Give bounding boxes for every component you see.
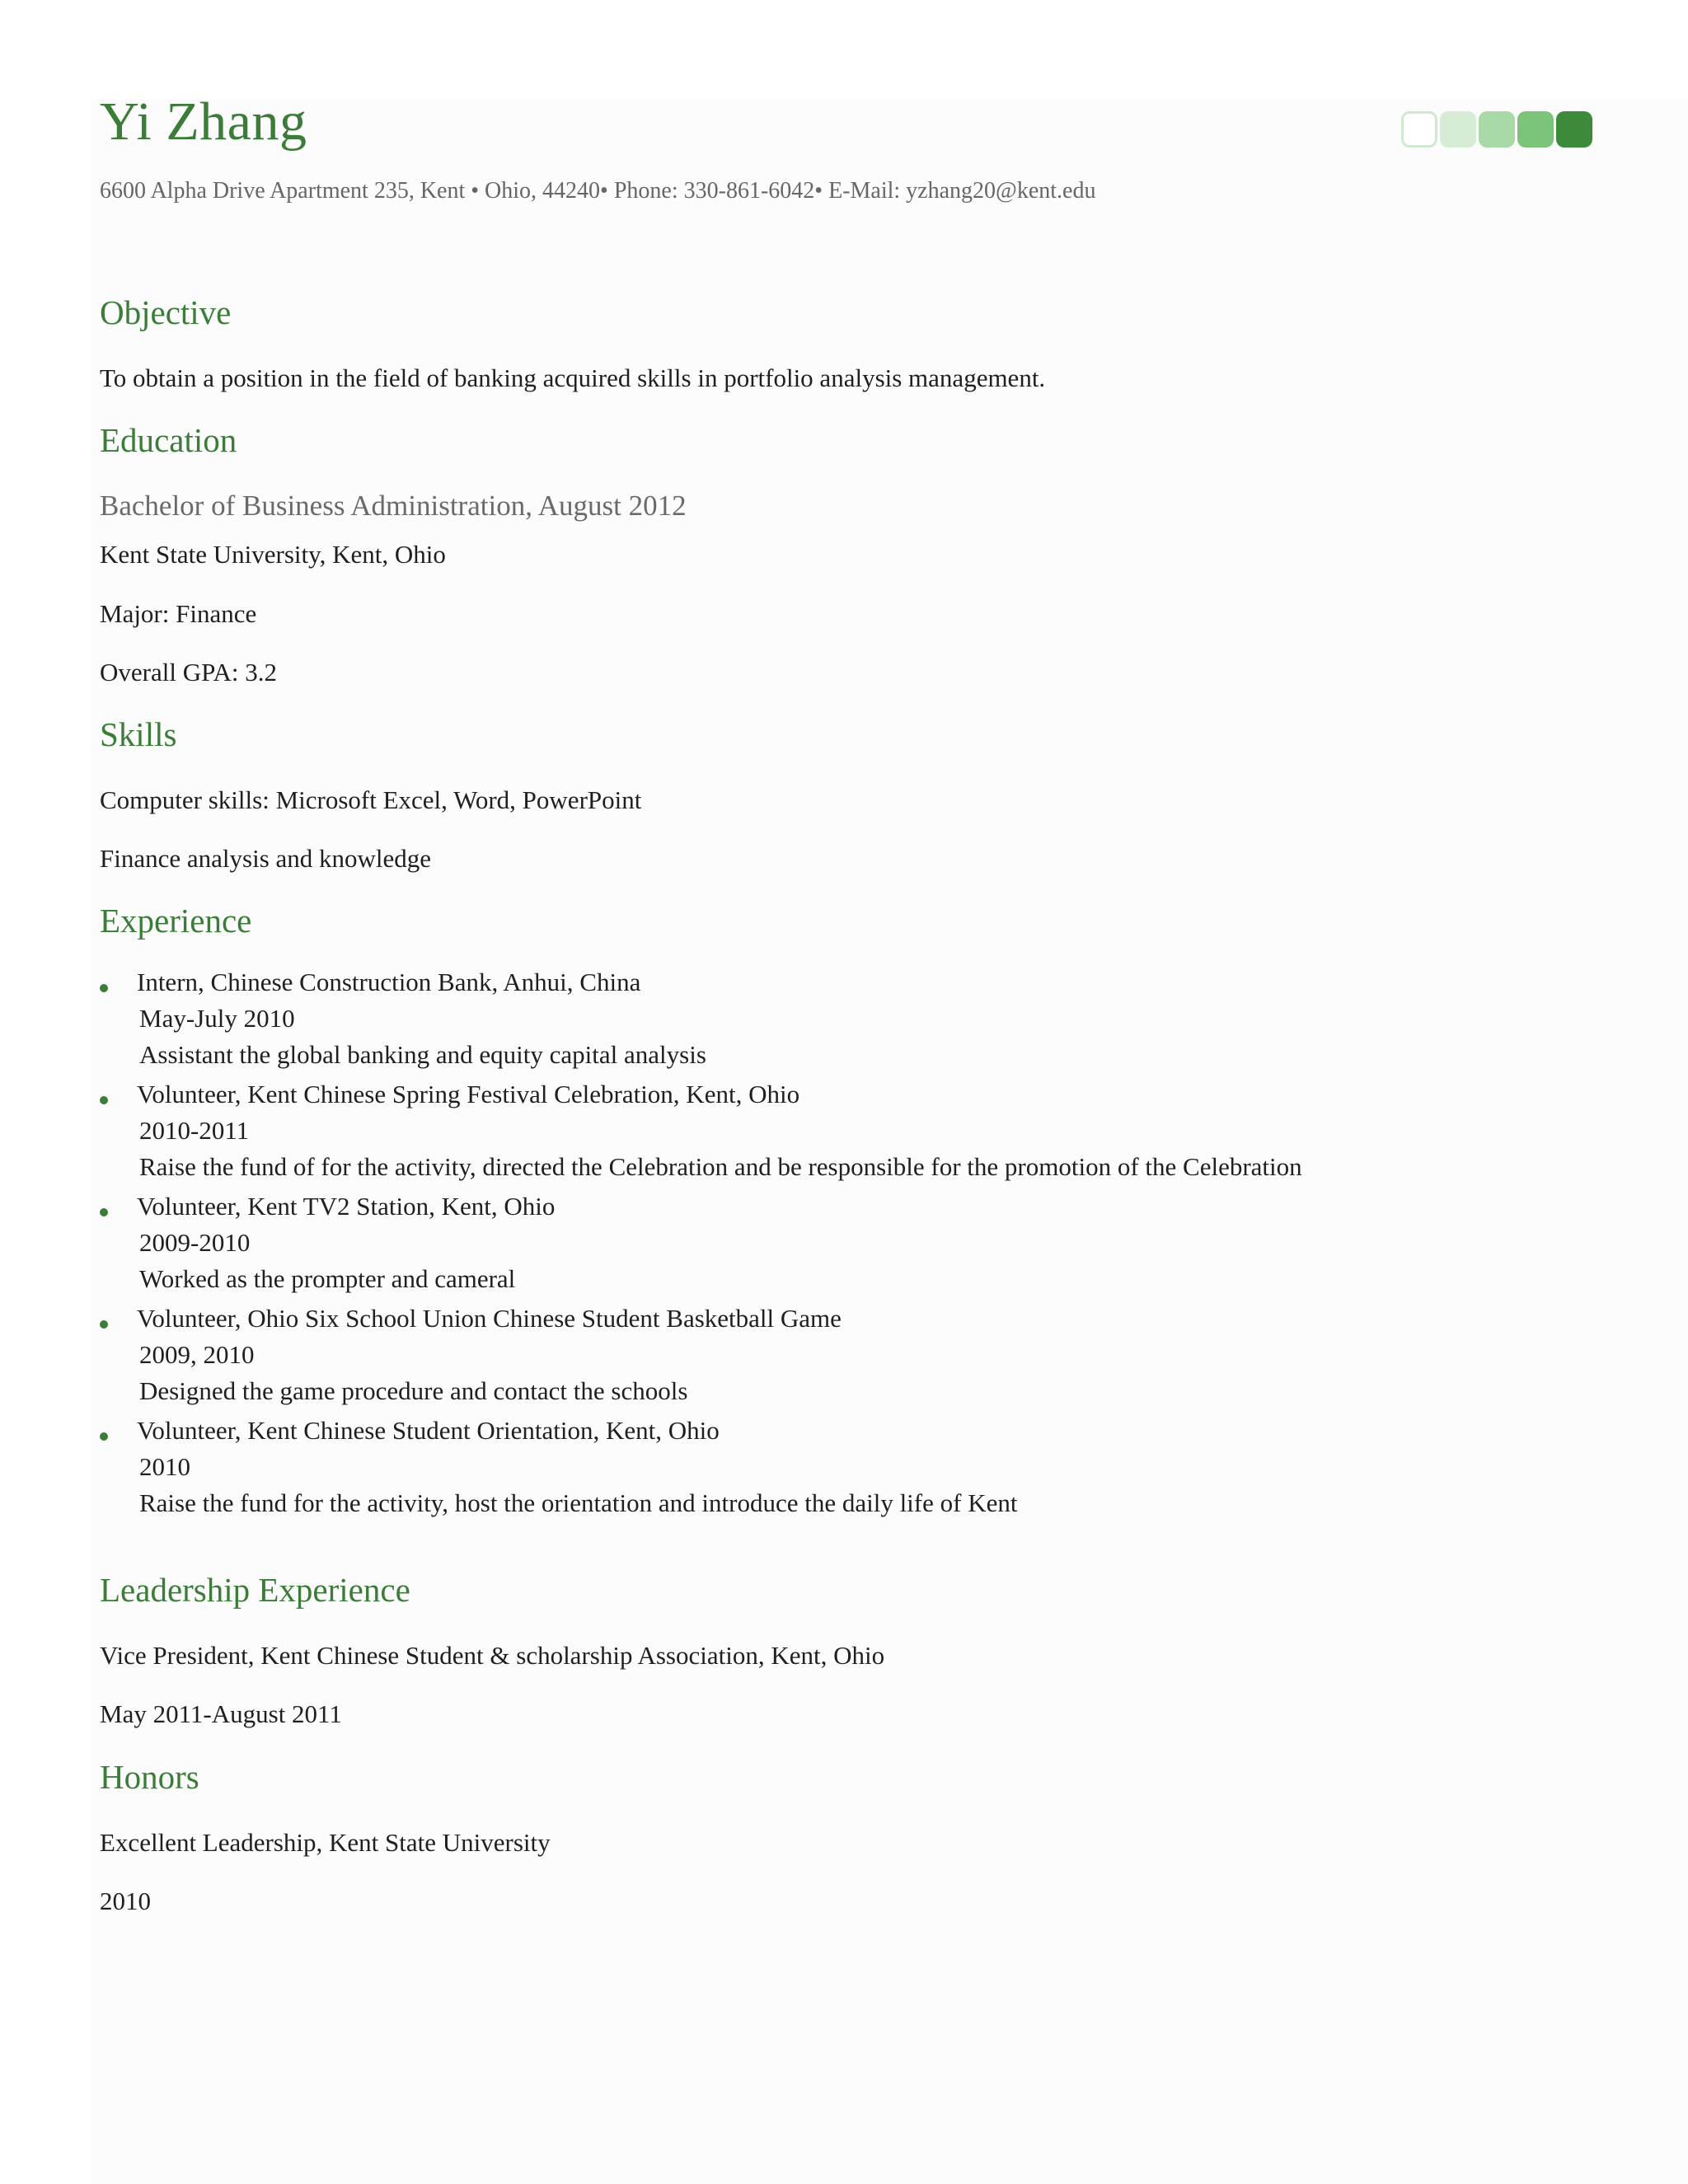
experience-role: Volunteer, Kent Chinese Spring Festival Celebration, Kent, Ohio <box>137 1080 800 1108</box>
leadership-heading: Leadership Experience <box>100 1571 410 1609</box>
experience-role: Volunteer, Ohio Six School Union Chinese Student Basketball Game <box>137 1304 842 1333</box>
contact-line: 6600 Alpha Drive Apartment 235, Kent • Ohio, 44240• Phone: 330-861-6042• E-Mail: yzhang20@kent.edu <box>100 178 1096 204</box>
experience-desc: Designed the game procedure and contact the schools <box>139 1376 688 1405</box>
bullet-icon <box>100 984 108 992</box>
bullet-icon <box>100 1208 108 1216</box>
swatch-dark <box>1556 111 1592 148</box>
honor-year: 2010 <box>100 1886 151 1915</box>
skill-item: Computer skills: Microsoft Excel, Word, PowerPoint <box>100 785 642 814</box>
education-heading: Education <box>100 421 237 459</box>
objective-text: To obtain a position in the field of banking acquired skills in portfolio analysis management. <box>100 363 1046 392</box>
school-name: Kent State University, Kent, Ohio <box>100 540 446 569</box>
objective-heading: Objective <box>100 293 232 331</box>
major: Major: Finance <box>100 599 257 628</box>
experience-desc: Raise the fund for the activity, host the orientation and introduce the daily life of Kent <box>139 1488 1018 1517</box>
bullet-icon <box>100 1320 108 1329</box>
experience-desc: Raise the fund of for the activity, directed the Celebration and be responsible for the promotion of the Celebration <box>139 1152 1302 1181</box>
experience-role: Volunteer, Kent Chinese Student Orientation, Kent, Ohio <box>137 1416 720 1445</box>
bullet-icon <box>100 1432 108 1441</box>
honor-award: Excellent Leadership, Kent State University <box>100 1828 551 1857</box>
experience-desc: Assistant the global banking and equity capital analysis <box>139 1040 706 1069</box>
swatch-medium <box>1517 111 1554 148</box>
swatch-outline <box>1401 111 1437 148</box>
experience-role: Intern, Chinese Construction Bank, Anhui, China <box>137 968 641 996</box>
gpa: Overall GPA: 3.2 <box>100 658 277 687</box>
experience-dates: 2010 <box>139 1452 190 1481</box>
degree-title: Bachelor of Business Administration, August 2012 <box>100 490 687 522</box>
experience-dates: May-July 2010 <box>139 1004 295 1033</box>
honors-heading: Honors <box>100 1758 199 1796</box>
color-swatch-decoration <box>1401 111 1595 149</box>
bullet-icon <box>100 1096 108 1104</box>
swatch-medium-light <box>1479 111 1515 148</box>
skill-item: Finance analysis and knowledge <box>100 844 432 873</box>
experience-dates: 2009-2010 <box>139 1228 251 1257</box>
experience-dates: 2009, 2010 <box>139 1340 255 1369</box>
experience-dates: 2010-2011 <box>139 1116 250 1145</box>
experience-desc: Worked as the prompter and cameral <box>139 1264 516 1293</box>
resume-name: Yi Zhang <box>100 91 307 152</box>
experience-heading: Experience <box>100 902 252 940</box>
leadership-dates: May 2011-August 2011 <box>100 1699 342 1728</box>
leadership-role: Vice President, Kent Chinese Student & scholarship Association, Kent, Ohio <box>100 1641 885 1670</box>
experience-role: Volunteer, Kent TV2 Station, Kent, Ohio <box>137 1192 556 1221</box>
skills-heading: Skills <box>100 715 177 753</box>
swatch-light <box>1440 111 1476 148</box>
